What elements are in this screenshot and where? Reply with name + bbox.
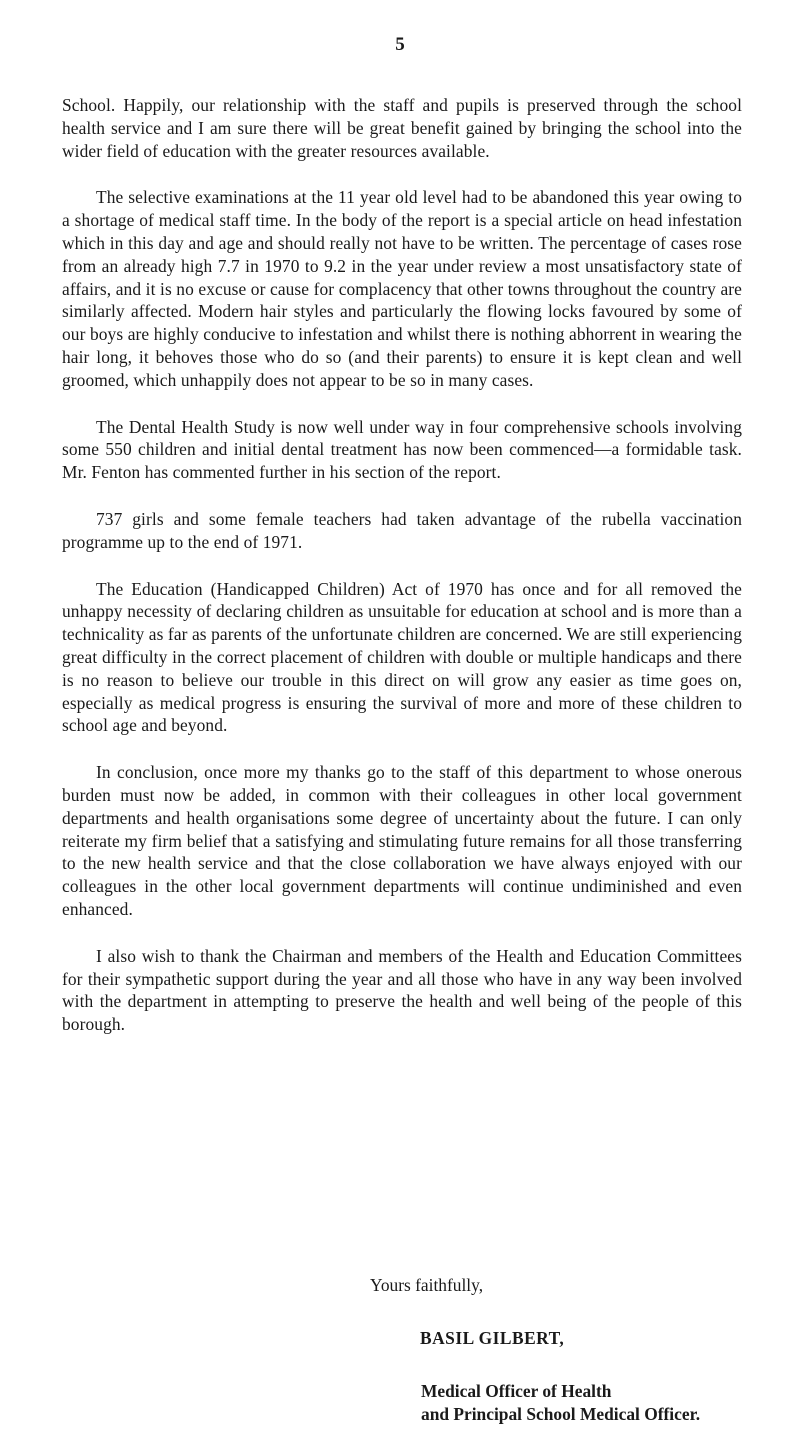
paragraph-conclusion: In conclusion, once more my thanks go to the staff of this department to whose onerous burden must now be added, in common with their colleagues in other local government departments and health organisations some degree of uncertainty about the future. I can only reiterate my firm belief that a satisfying and stimulating future remains for all those transferring to the new health service and that the close collaboration we have always enjoyed with our colleagues in the other local government departments will continue undiminished and even enhanced. [62, 762, 742, 919]
signatory-title-continued: and Principal School Medical Officer. [421, 1404, 701, 1424]
paragraph-handicapped-children: The Education (Handicapped Children) Act of 1970 has once and for all removed the unhappy necessity of declaring children as unsuitable for education at school and is more than a technicality as far as parents of the unfortunate children are concerned. We are still experiencing great difficulty in the correct placement of children with double or multiple handicaps and there is no reason to believe our trouble in this direct on will grow any easier as time goes on, especially as medical progress is ensuring the survival of more and more of these children to school age and beyond. [62, 578, 742, 736]
paragraph-school-health: School. Happily, our relationship with the staff and pupils is preserved through the school health service and I am sure there will be great benefit gained by bringing the school into the wider field of education with the greater resources available. [62, 95, 742, 161]
page-number: 5 [395, 34, 405, 55]
closing-salutation: Yours faithfully, [370, 1275, 484, 1295]
paragraph-rubella: 737 girls and some female teachers had taken advantage of the rubella vaccination programme up to the end of 1971. [62, 508, 742, 552]
paragraph-dental-health: The Dental Health Study is now well under way in four comprehensive schools involving some 550 children and initial dental treatment has now been commenced—a formidable task. Mr. Fenton has commented further in his section of the report. [62, 416, 742, 483]
signatory-title: Medical Officer of Health [421, 1381, 612, 1401]
signatory-name: BASIL GILBERT, [420, 1328, 565, 1348]
paragraph-head-infestation: The selective examinations at the 11 year old level had to be abandoned this year owing to a shortage of medical staff time. In the body of the report is a special article on head infestation which in this day and age and should really not have to be written. The percentage of cases rose from an already high 7.7 in 1970 to 9.2 in the year under review a most unsatisfactory state of affairs, and it is no excuse or cause for complacency that other towns throughout the country are similarly affected. Modern hair styles and particularly the flowing locks favoured by some of our boys are highly conducive to infestation and whilst there is nothing abhorrent in wearing the hair long, it behoves those who do so (and their parents) to ensure it is kept clean and well groomed, which unhappily does not appear to be so in many cases. [62, 187, 742, 390]
letter-body [62, 94, 742, 1060]
paragraph-thanks: I also wish to thank the Chairman and members of the Health and Education Committees for their sympathetic support during the year and all those who have in any way been involved with the department in attempting to preserve the health and well being of the people of this borough. [62, 945, 742, 1035]
